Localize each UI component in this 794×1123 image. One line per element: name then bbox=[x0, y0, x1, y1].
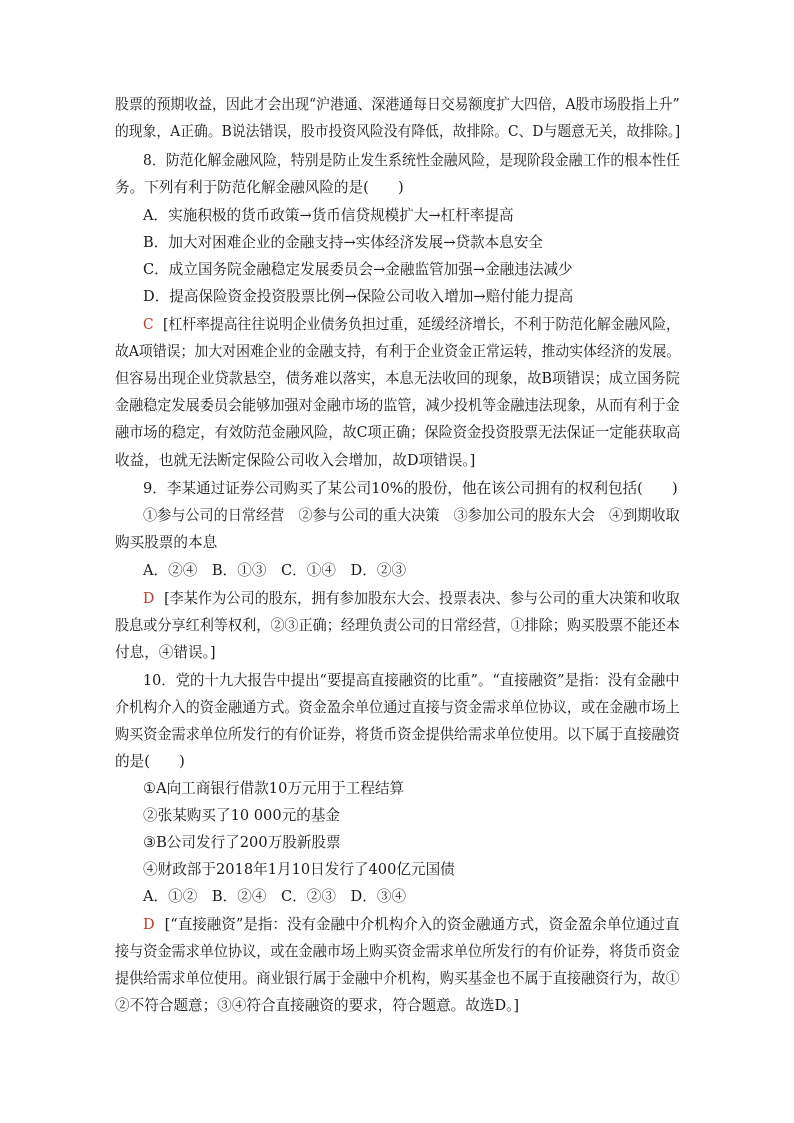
question-10-statement-2: ②张某购买了10 000元的基金 bbox=[143, 807, 341, 824]
answer-letter: D bbox=[143, 590, 155, 607]
text-line: 的是( ) bbox=[115, 753, 185, 770]
question-10-explanation bbox=[143, 915, 680, 935]
question-10-stem: 10．党的十九大报告中提出“要提高直接融资的比重”。“直接融资”是指：没有金融中 bbox=[143, 672, 680, 689]
answer-letter: C bbox=[143, 316, 154, 333]
explanation-text: [杠杆率提高往往说明企业债务负担过重，延缓经济增长，不利于防范化解金融风险， bbox=[163, 316, 680, 333]
question-10-options: A．①② B．②④ C．②③ D．③④ bbox=[143, 888, 407, 905]
text-line: 提供给需求单位使用。商业银行属于金融中介机构，购买基金也不属于直接融资行为，故① bbox=[115, 970, 680, 987]
text-line: ②不符合题意；③④符合直接融资的要求，符合题意。故选D。] bbox=[115, 997, 520, 1014]
question-8-stem-cont: 务。下列有利于防范化解金融风险的是( ) bbox=[115, 179, 404, 196]
question-9-options: A．②④ B．①③ C．①④ D．②③ bbox=[143, 562, 407, 579]
question-8-option-b: B．加大对困难企业的金融支持→实体经济发展→贷款本息安全 bbox=[143, 234, 544, 251]
explanation-text: [“直接融资”是指：没有金融中介机构介入的资金融通方式，资金盈余单位通过直 bbox=[164, 916, 680, 933]
text-line: 收益，也就无法断定保险公司收入会增加，故D项错误。] bbox=[115, 452, 476, 469]
answer-letter: D bbox=[143, 916, 155, 933]
text-line: 接与资金需求单位协议，或在金融市场上购买资金需求单位所发行的有价证券，将货币资金 bbox=[115, 943, 680, 960]
question-9-statements: ①参与公司的日常经营 ②参与公司的重大决策 ③参加公司的股东大会 ④到期收取 bbox=[143, 507, 680, 524]
text-line: 但容易出现企业贷款悬空，债务难以落实，本息无法收回的现象，故B项错误；成立国务院 bbox=[115, 370, 680, 387]
question-9-explanation bbox=[143, 589, 680, 609]
text-line: 付息，④错误。] bbox=[115, 644, 216, 661]
text-line: 故A项错误；加大对困难企业的金融支持，有利于企业资金正常运转，推动实体经济的发展。 bbox=[115, 343, 681, 360]
text-line: 介机构介入的资金融通方式。资金盈余单位通过直接与资金需求单位协议，或在金融市场上 bbox=[115, 699, 680, 716]
question-10-statement-3: ③B公司发行了200万股新股票 bbox=[143, 834, 341, 851]
text-line: 的现象，A正确。B说法错误，股市投资风险没有降低，故排除。C、D与题意无关，故排除。] bbox=[115, 123, 681, 140]
question-8-stem: 8．防范化解金融风险，特别是防止发生系统性金融风险，是现阶段金融工作的根本性任 bbox=[143, 152, 680, 169]
question-10-statement-1: ①A向工商银行借款10万元用于工程结算 bbox=[143, 780, 405, 797]
text-line: 融市场的稳定，有效防范金融风险，故C项正确；保险资金投资股票无法保证一定能获取高 bbox=[115, 424, 681, 441]
question-8-option-c: C．成立国务院金融稳定发展委员会→金融监管加强→金融违法减少 bbox=[143, 261, 573, 278]
text-line: 购买资金需求单位所发行的有价证券，将货币资金提供给需求单位使用。以下属于直接融资 bbox=[115, 726, 680, 743]
text-line: 金融稳定发展委员会能够加强对金融市场的监管，减少投机等金融违法现象，从而有利于金 bbox=[115, 397, 680, 414]
text-line: 股息或分享红利等权利，②③正确；经理负责公司的日常经营，①排除；购买股票不能还本 bbox=[115, 617, 680, 634]
question-10-statement-4: ④财政部于2018年1月10日发行了400亿元国债 bbox=[143, 861, 455, 878]
explanation-text: [李某作为公司的股东，拥有参加股东大会、投票表决、参与公司的重大决策和收取 bbox=[164, 590, 680, 607]
question-8-option-d: D．提高保险资金投资股票比例→保险公司收入增加→赔付能力提高 bbox=[143, 288, 574, 305]
question-9-statements-cont: 购买股票的本息 bbox=[115, 534, 218, 551]
question-8-option-a: A．实施积极的货币政策→货币信贷规模扩大→杠杆率提高 bbox=[143, 207, 514, 224]
question-9-stem: 9．李某通过证券公司购买了某公司10%的股份，他在该公司拥有的权利包括( ) bbox=[143, 480, 678, 497]
question-8-explanation bbox=[143, 315, 680, 335]
text-line: 股票的预期收益，因此才会出现“沪港通、深港通每日交易额度扩大四倍，A股市场股指上升” bbox=[115, 96, 680, 113]
